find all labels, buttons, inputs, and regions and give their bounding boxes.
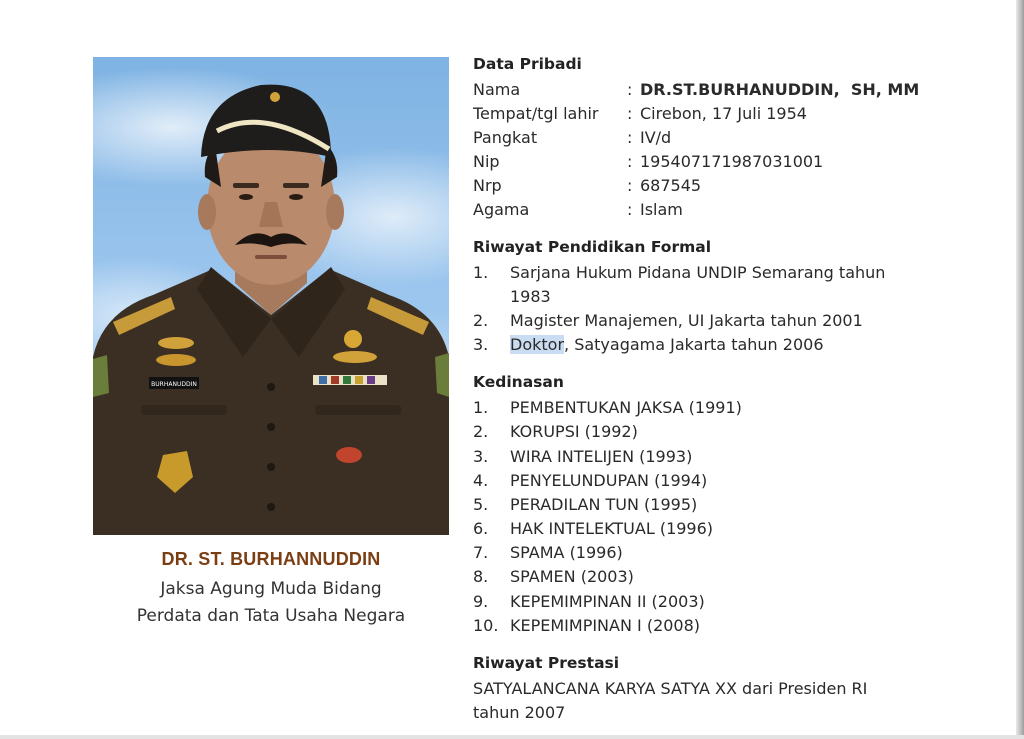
list-number: 10. [473,616,499,635]
list-text-rest: , Satyagama Jakarta tahun 2006 [564,335,824,354]
data-label: Nama [473,80,521,99]
list-number: 7. [473,543,489,562]
nameplate-text: BURHANUDDIN [151,381,197,388]
data-value: 195407171987031001 [640,152,824,171]
selected-text-highlight[interactable]: Doktor [510,335,565,354]
data-label: Pangkat [473,128,538,147]
list-number: 1. [473,398,489,417]
data-pribadi-heading: Data Pribadi [473,55,582,73]
profile-name: DR. ST. BURHANNUDDIN [161,549,381,569]
pendidikan-heading: Riwayat Pendidikan Formal [473,238,712,256]
list-number: 1. [473,263,489,282]
list-text: KEPEMIMPINAN I (2008) [510,616,701,635]
list-text: KORUPSI (1992) [510,422,638,441]
list-number: 9. [473,592,489,611]
list-text: Magister Manajemen, UI Jakarta tahun 2001 [510,311,863,330]
prestasi-text-line-2: tahun 2007 [473,703,566,722]
list-number: 5. [473,495,489,514]
data-label: Nip [473,152,500,171]
portrait-photo [93,57,449,535]
list-number: 2. [473,422,489,441]
list-text: Sarjana Hukum Pidana UNDIP Semarang tahun [510,263,886,282]
prestasi-heading: Riwayat Prestasi [473,654,620,672]
data-separator: : [627,128,633,147]
list-text: SPAMEN (2003) [510,567,634,586]
data-separator: : [627,104,633,123]
list-number: 6. [473,519,489,538]
list-text: PENYELUNDUPAN (1994) [510,471,708,490]
data-separator: : [627,200,633,219]
data-label: Agama [473,200,530,219]
data-value: Islam [640,200,683,219]
data-separator: : [627,176,633,195]
profile-title-line-2: Perdata dan Tata Usaha Negara [136,606,406,626]
data-value: IV/d [640,128,672,147]
data-label: Nrp [473,176,502,195]
list-text: 1983 [510,287,551,306]
list-text: SPAMA (1996) [510,543,623,562]
list-number: 8. [473,567,489,586]
data-value: Cirebon, 17 Juli 1954 [640,104,807,123]
portrait-illustration [93,57,449,535]
list-number: 4. [473,471,489,490]
prestasi-text-line-1: SATYALANCANA KARYA SATYA XX dari Presiden RI [473,679,868,698]
data-separator: : [627,152,633,171]
list-text: HAK INTELEKTUAL (1996) [510,519,714,538]
list-number: 2. [473,311,489,330]
list-number: 3. [473,447,489,466]
list-text: WIRA INTELIJEN (1993) [510,447,693,466]
data-label: Tempat/tgl lahir [473,104,599,123]
list-text: PERADILAN TUN (1995) [510,495,698,514]
list-text: KEPEMIMPINAN II (2003) [510,592,705,611]
data-value: DR.ST.BURHANUDDIN, SH, MM [640,80,920,99]
data-separator: : [627,80,633,99]
page-edge-shadow [1016,0,1024,739]
list-text[interactable] [510,335,824,354]
data-value: 687545 [640,176,702,195]
list-number: 3. [473,335,489,354]
profile-title-line-1: Jaksa Agung Muda Bidang [160,579,382,599]
kedinasan-heading: Kedinasan [473,373,564,391]
page-bottom-edge [0,735,1024,739]
list-text: PEMBENTUKAN JAKSA (1991) [510,398,742,417]
